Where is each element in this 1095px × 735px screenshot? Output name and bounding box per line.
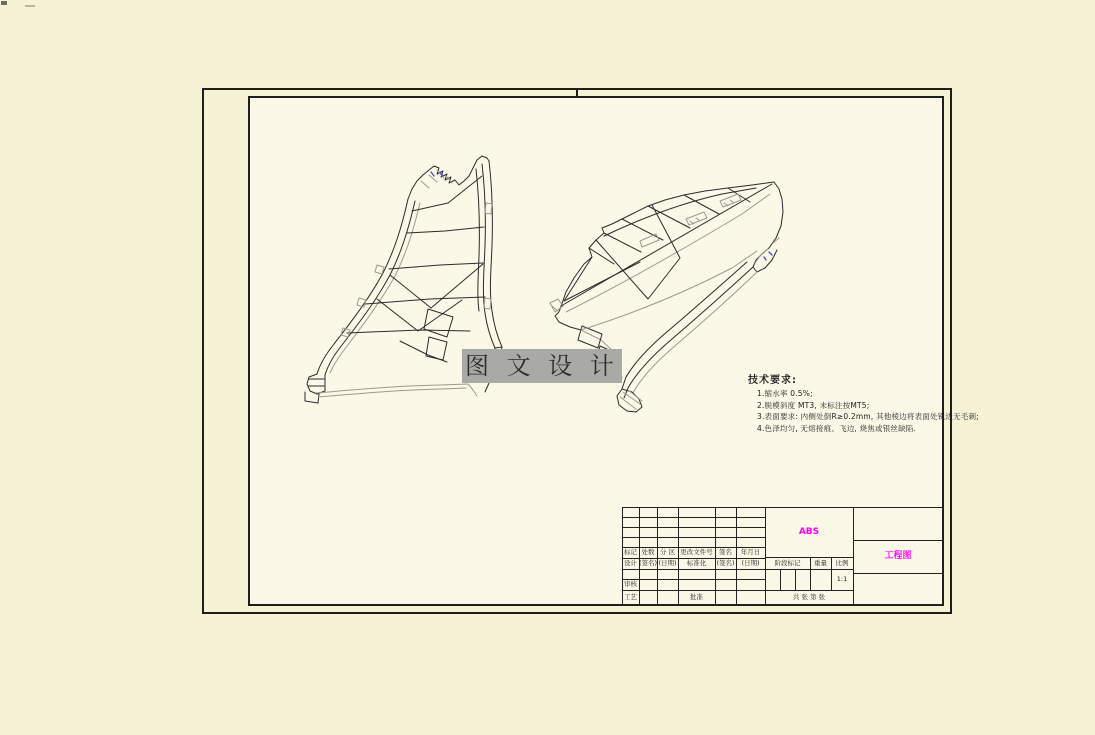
watermark-banner [462,349,622,383]
tb-approve-label: 批准 [690,593,703,601]
watermark-text: 图 文 设 计 [465,352,619,380]
tb-design-date: (日期) [658,559,677,567]
tb-design-label: 设计 [624,559,637,567]
technical-requirement-item: 4.色泽均匀, 无熔接痕、飞边, 烧焦或银丝缺陷. [757,423,917,433]
tb-weight-label: 重量 [814,559,827,567]
technical-requirements [748,371,979,434]
title-block [622,507,943,605]
technical-requirement-item: 3.表面要求: 内侧处倒R≥0.2mm, 其他棱边将表面处锐边无毛刺; [757,412,979,421]
tb-material-value: ABS [798,527,820,537]
tb-review-label: 审核 [624,580,637,588]
scan-artifact [1,1,7,5]
tb-header-change-doc: 更改文件号 [680,548,713,556]
tb-drawing-name: 工程图 [884,551,912,561]
tb-sheet-count: 共 张 第 张 [792,593,826,601]
tb-process-label: 工艺 [624,593,637,601]
tb-scale-label: 比例 [835,559,849,567]
tb-header-date: 年月日 [740,548,761,556]
technical-requirements-title: 技术要求: [748,375,797,386]
tb-design-sign: (签名) [639,559,658,567]
tb-header-mark: 标记 [624,548,637,556]
technical-requirement-item: 1.缩水率 0.5%; [757,389,813,398]
tb-header-count: 处数 [641,548,655,556]
tb-header-zone: 分 区 [659,548,676,556]
tb-stage-mark-label: 阶段标记 [774,559,801,567]
tb-standardization-sign: (签名) [716,559,735,567]
sheet-center-mark [576,88,578,97]
tb-scale-value: 1:1 [836,575,848,583]
scan-artifact [25,5,35,7]
tb-header-signature: 签名 [719,548,732,556]
tb-standardization-date: (日期) [741,559,760,567]
tb-standardization-label: 标准化 [686,559,707,567]
technical-requirement-item: 2.脱模斜度 MT3, 未标注按MT5; [757,400,870,410]
